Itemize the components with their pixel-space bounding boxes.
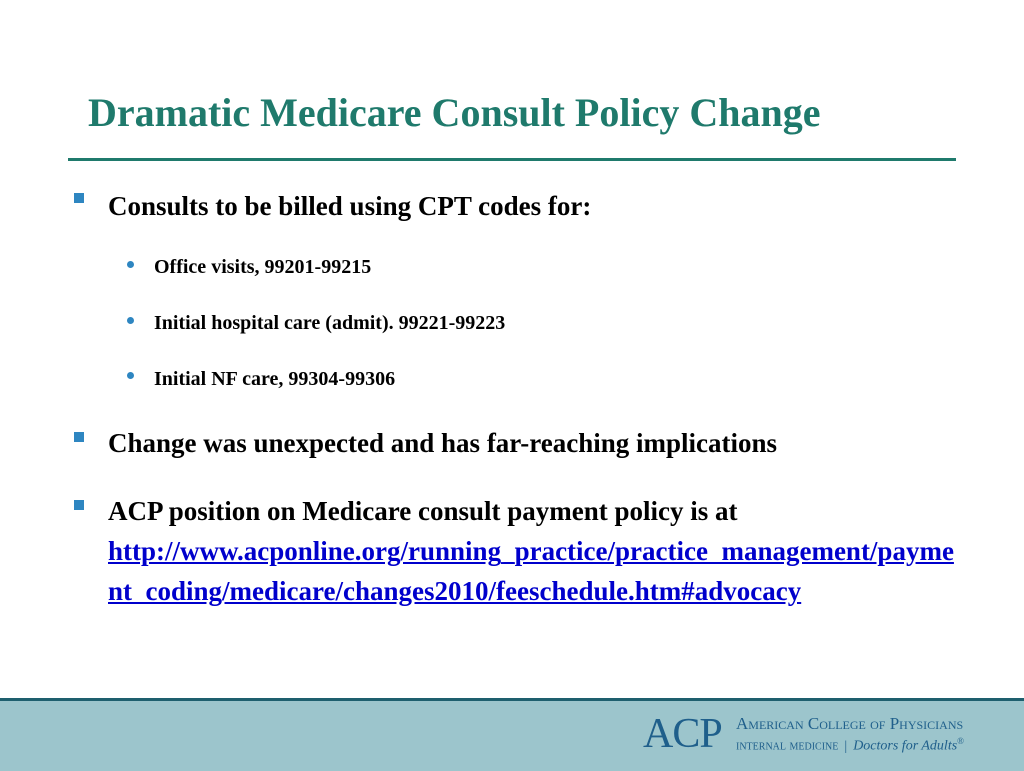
sub-bullet-2: Initial hospital care (admit). 99221-99223	[154, 312, 506, 334]
org-name: American College of Physicians	[736, 714, 964, 733]
round-bullet-icon	[127, 372, 134, 379]
tagline-internal-medicine: internal medicine	[736, 738, 839, 754]
tagline-separator: |	[844, 738, 848, 754]
bullet-2-text: Change was unexpected and has far-reaching implications	[108, 428, 778, 458]
square-bullet-icon	[74, 500, 84, 510]
square-bullet-icon	[74, 193, 84, 203]
title-divider	[68, 158, 956, 161]
tagline	[736, 736, 964, 755]
bullet-3-text: ACP position on Medicare consult payment policy is at	[108, 496, 738, 526]
sub-bullet-3: Initial NF care, 99304-99306	[154, 368, 396, 390]
round-bullet-icon	[127, 317, 134, 324]
advocacy-link[interactable]: http://www.acponline.org/running_practice/practice_management/payment_coding/medicare/changes2010/feeschedule.htm#advocacy	[108, 536, 954, 606]
round-bullet-icon	[127, 261, 134, 268]
bullet-3	[108, 491, 958, 611]
tagline-doctors-for-adults: Doctors for Adults	[853, 738, 958, 754]
registered-mark: ®	[957, 736, 965, 746]
slide-title: Dramatic Medicare Consult Policy Change	[88, 90, 821, 135]
footer-bar	[0, 698, 1024, 771]
sub-bullet-1: Office visits, 99201-99215	[154, 256, 372, 278]
square-bullet-icon	[74, 432, 84, 442]
bullet-1-text: Consults to be billed using CPT codes for:	[108, 191, 592, 221]
acp-logo: ACP	[643, 711, 722, 757]
